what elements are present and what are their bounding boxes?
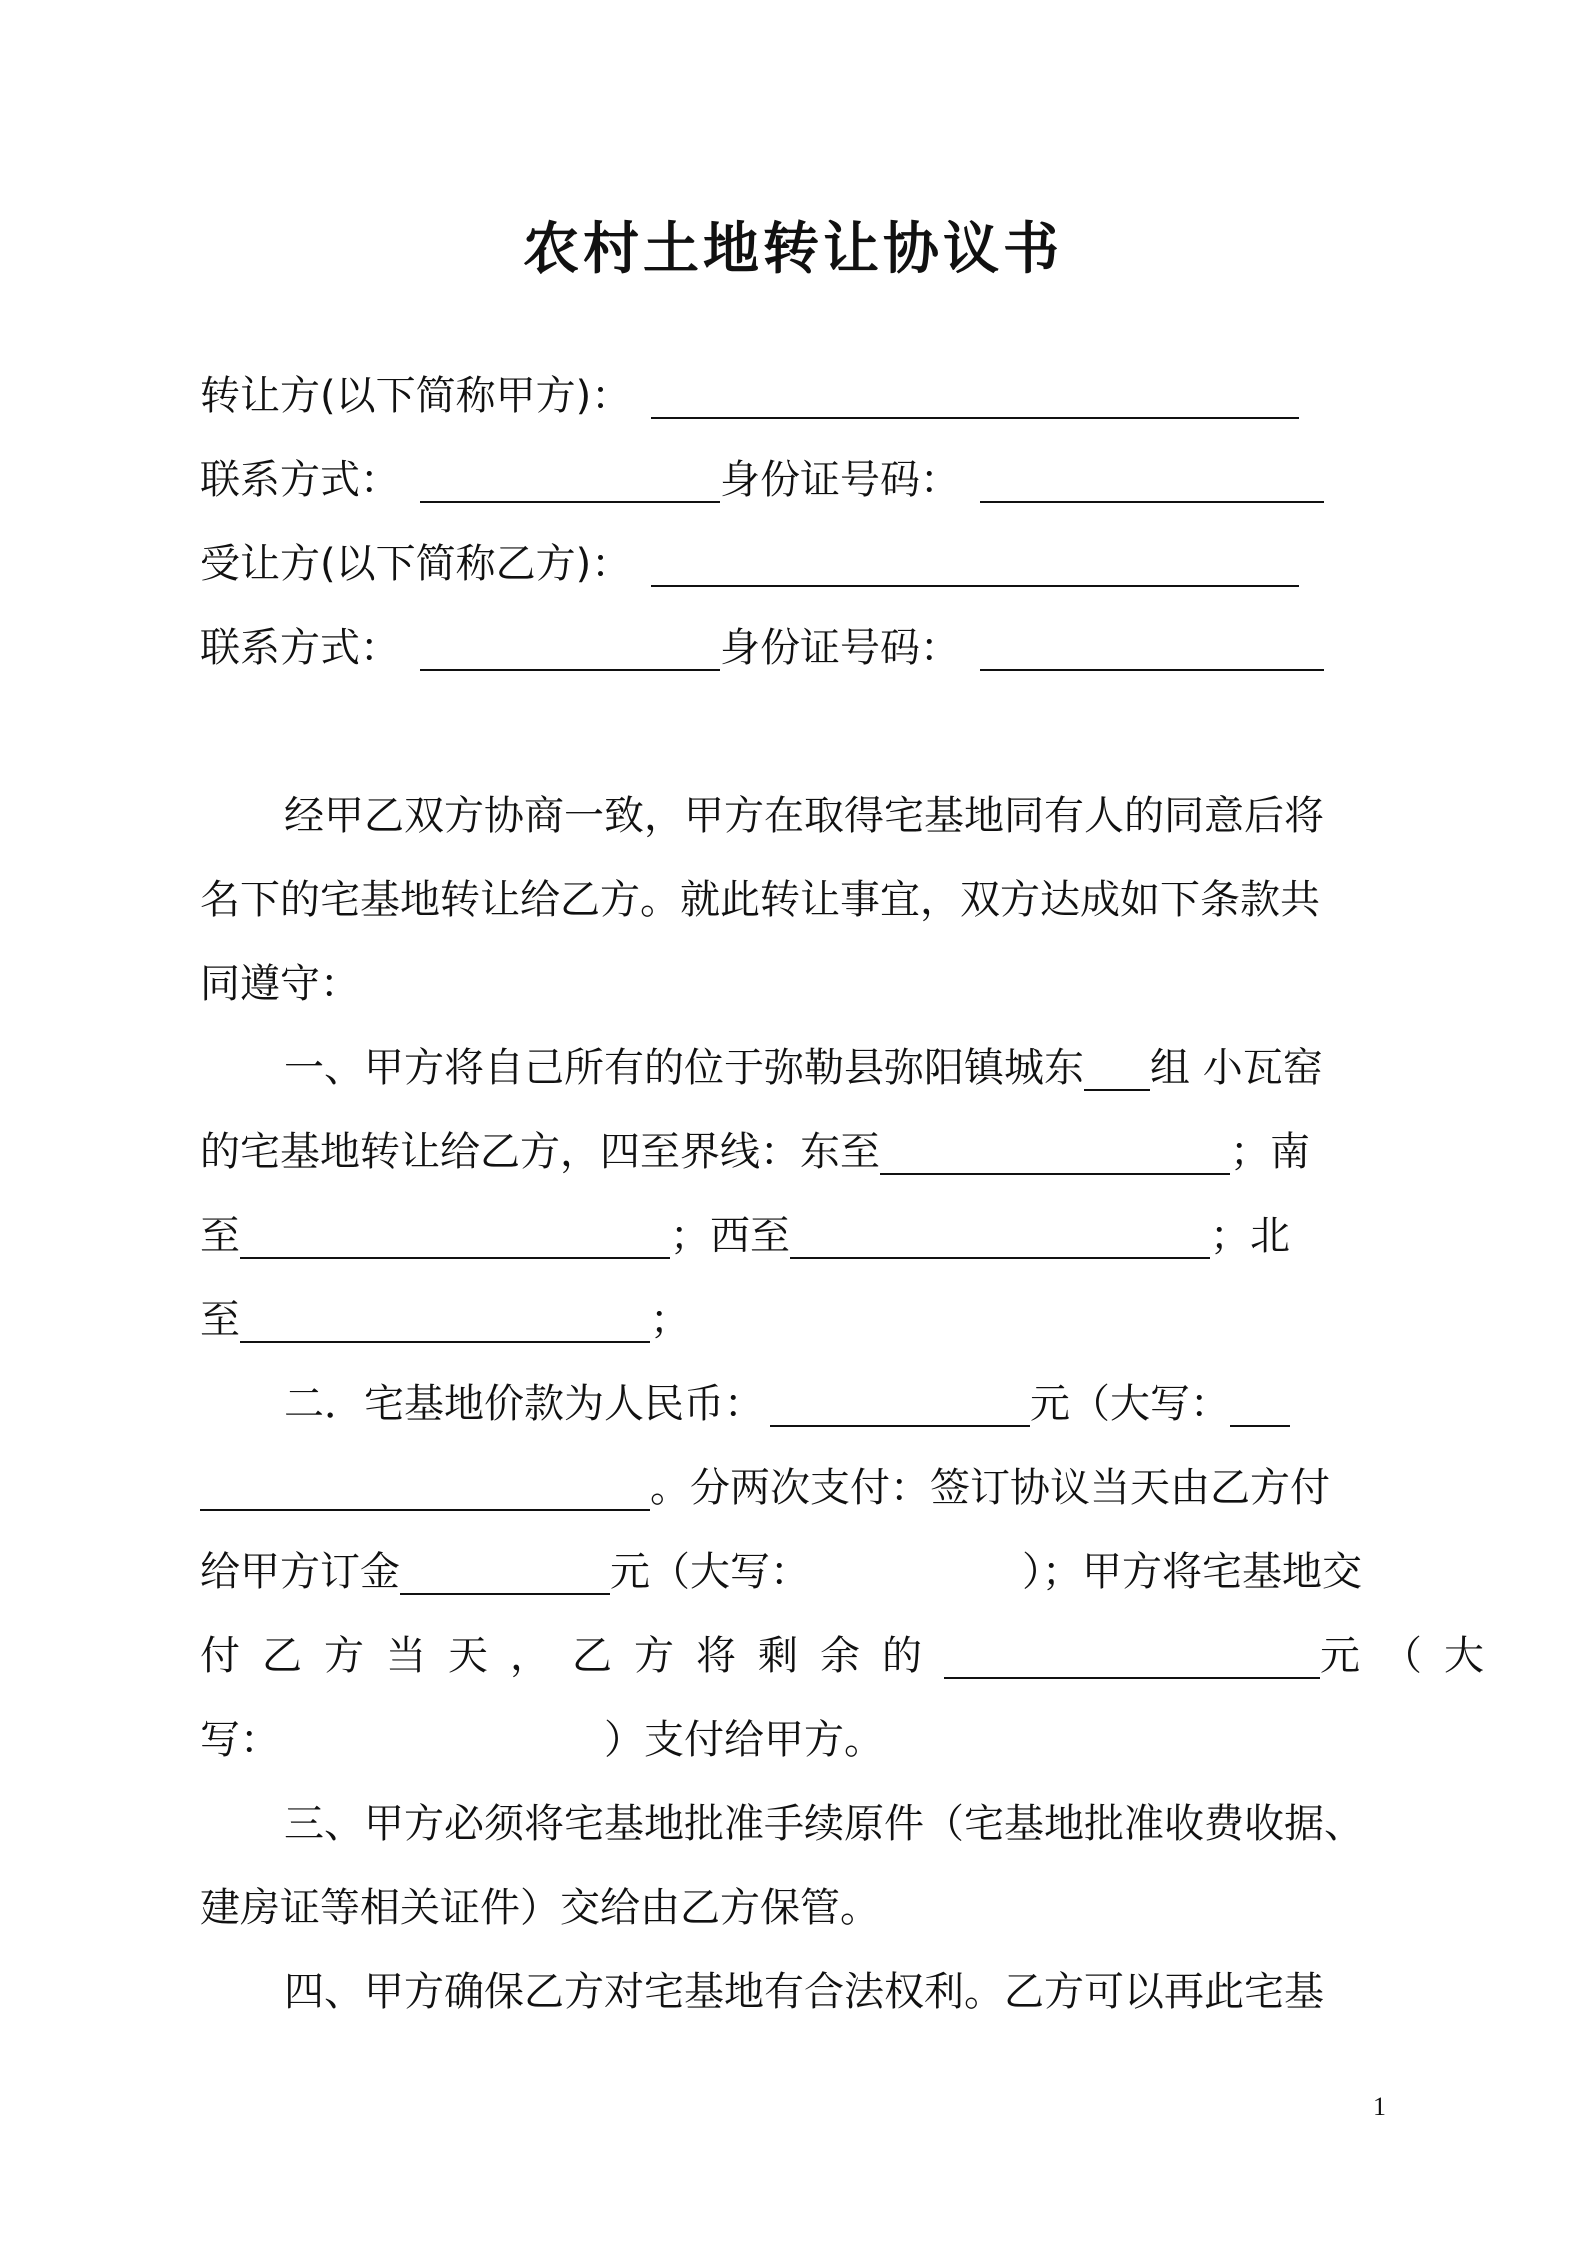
south-blank [240, 1211, 670, 1259]
remaining-blank [944, 1631, 1320, 1679]
price-words-blank [1230, 1379, 1290, 1427]
page-number: 1 [1373, 2092, 1386, 2121]
id-blank [980, 455, 1324, 503]
clause1-text: ；南 [1230, 1129, 1310, 1175]
east-blank [880, 1127, 1230, 1175]
clause2-text: 元（大写： [1030, 1381, 1230, 1427]
west-blank [790, 1211, 1210, 1259]
north-blank [240, 1295, 650, 1343]
intro-line-2: 名下的宅基地转让给乙方。就此转让事宜，双方达成如下条款共 [200, 877, 1320, 923]
deposit-blank [400, 1547, 610, 1595]
intro-line-3: 同遵守： [200, 961, 360, 1007]
clause2-text: 元（大 [1320, 1633, 1506, 1679]
clause1-line-1 [284, 1036, 1400, 1100]
clause1-line-4 [200, 1288, 1400, 1352]
clause2-text: 给甲方订金 [200, 1549, 400, 1595]
party-a-label: 转让方(以下简称甲方)： [200, 373, 632, 419]
clause3-line-1: 三、甲方必须将宅基地批准手续原件（宅基地批准收费收据、 [284, 1801, 1364, 1847]
clause2-text: 元（大写： [610, 1549, 810, 1595]
id-label: 身份证号码： [720, 625, 960, 671]
clause2-text: 付乙方当天，乙方将剩余的 [200, 1633, 944, 1679]
clause4-line-1: 四、甲方确保乙方对宅基地有合法权利。乙方可以再此宅基 [284, 1969, 1324, 2015]
clause1-line-2 [200, 1120, 1400, 1184]
id-blank [980, 623, 1324, 671]
id-label: 身份证号码： [720, 457, 960, 503]
clause2-line-5 [200, 1708, 1400, 1772]
clause2-line-3 [200, 1540, 1400, 1604]
contact-label: 联系方式： [200, 625, 400, 671]
price-blank [770, 1379, 1030, 1427]
contact-blank [420, 455, 720, 503]
clause1-text: 的宅基地转让给乙方，四至界线：东至 [200, 1129, 880, 1175]
clause1-text: 至 [200, 1213, 240, 1259]
clause1-text: 至 [200, 1297, 240, 1343]
party-b-row [200, 532, 1400, 596]
contact-label: 联系方式： [200, 457, 400, 503]
clause2-line-2 [200, 1456, 1400, 1520]
party-a-contact-row [200, 448, 1400, 512]
clause1-text: 一、甲方将自己所有的位于弥勒县弥阳镇城东 [284, 1045, 1084, 1091]
clause1-text: 组 小瓦窑 [1150, 1045, 1323, 1091]
document-title: 农村土地转让协议书 [523, 217, 1063, 282]
party-b-label: 受让方(以下简称乙方)： [200, 541, 632, 587]
party-a-row [200, 364, 1400, 428]
clause2-line-1 [284, 1372, 1400, 1436]
clause2-text: 二．宅基地价款为人民币： [284, 1381, 764, 1427]
party-b-contact-row [200, 616, 1400, 680]
clause2-line-4 [200, 1624, 1506, 1688]
clause2-text: 。分两次支付：签订协议当天由乙方付 [650, 1465, 1330, 1511]
clause2-text: ）；甲方将宅基地交 [1022, 1549, 1362, 1595]
clause1-text: ；北 [1210, 1213, 1290, 1259]
clause1-text: ；西至 [670, 1213, 790, 1259]
clause2-text: ）支付给甲方。 [604, 1717, 884, 1763]
contact-blank [420, 623, 720, 671]
clause1-text: ； [650, 1297, 690, 1343]
clause3-line-2: 建房证等相关证件）交给由乙方保管。 [200, 1885, 880, 1931]
intro-line-1: 经甲乙双方协商一致，甲方在取得宅基地同有人的同意后将 [284, 793, 1324, 839]
clause1-line-3 [200, 1204, 1400, 1268]
group-blank [1084, 1043, 1150, 1091]
clause2-text: 写： [200, 1717, 280, 1763]
party-b-blank [651, 539, 1299, 587]
party-a-blank [651, 371, 1299, 419]
price-words-blank-2 [200, 1463, 650, 1511]
